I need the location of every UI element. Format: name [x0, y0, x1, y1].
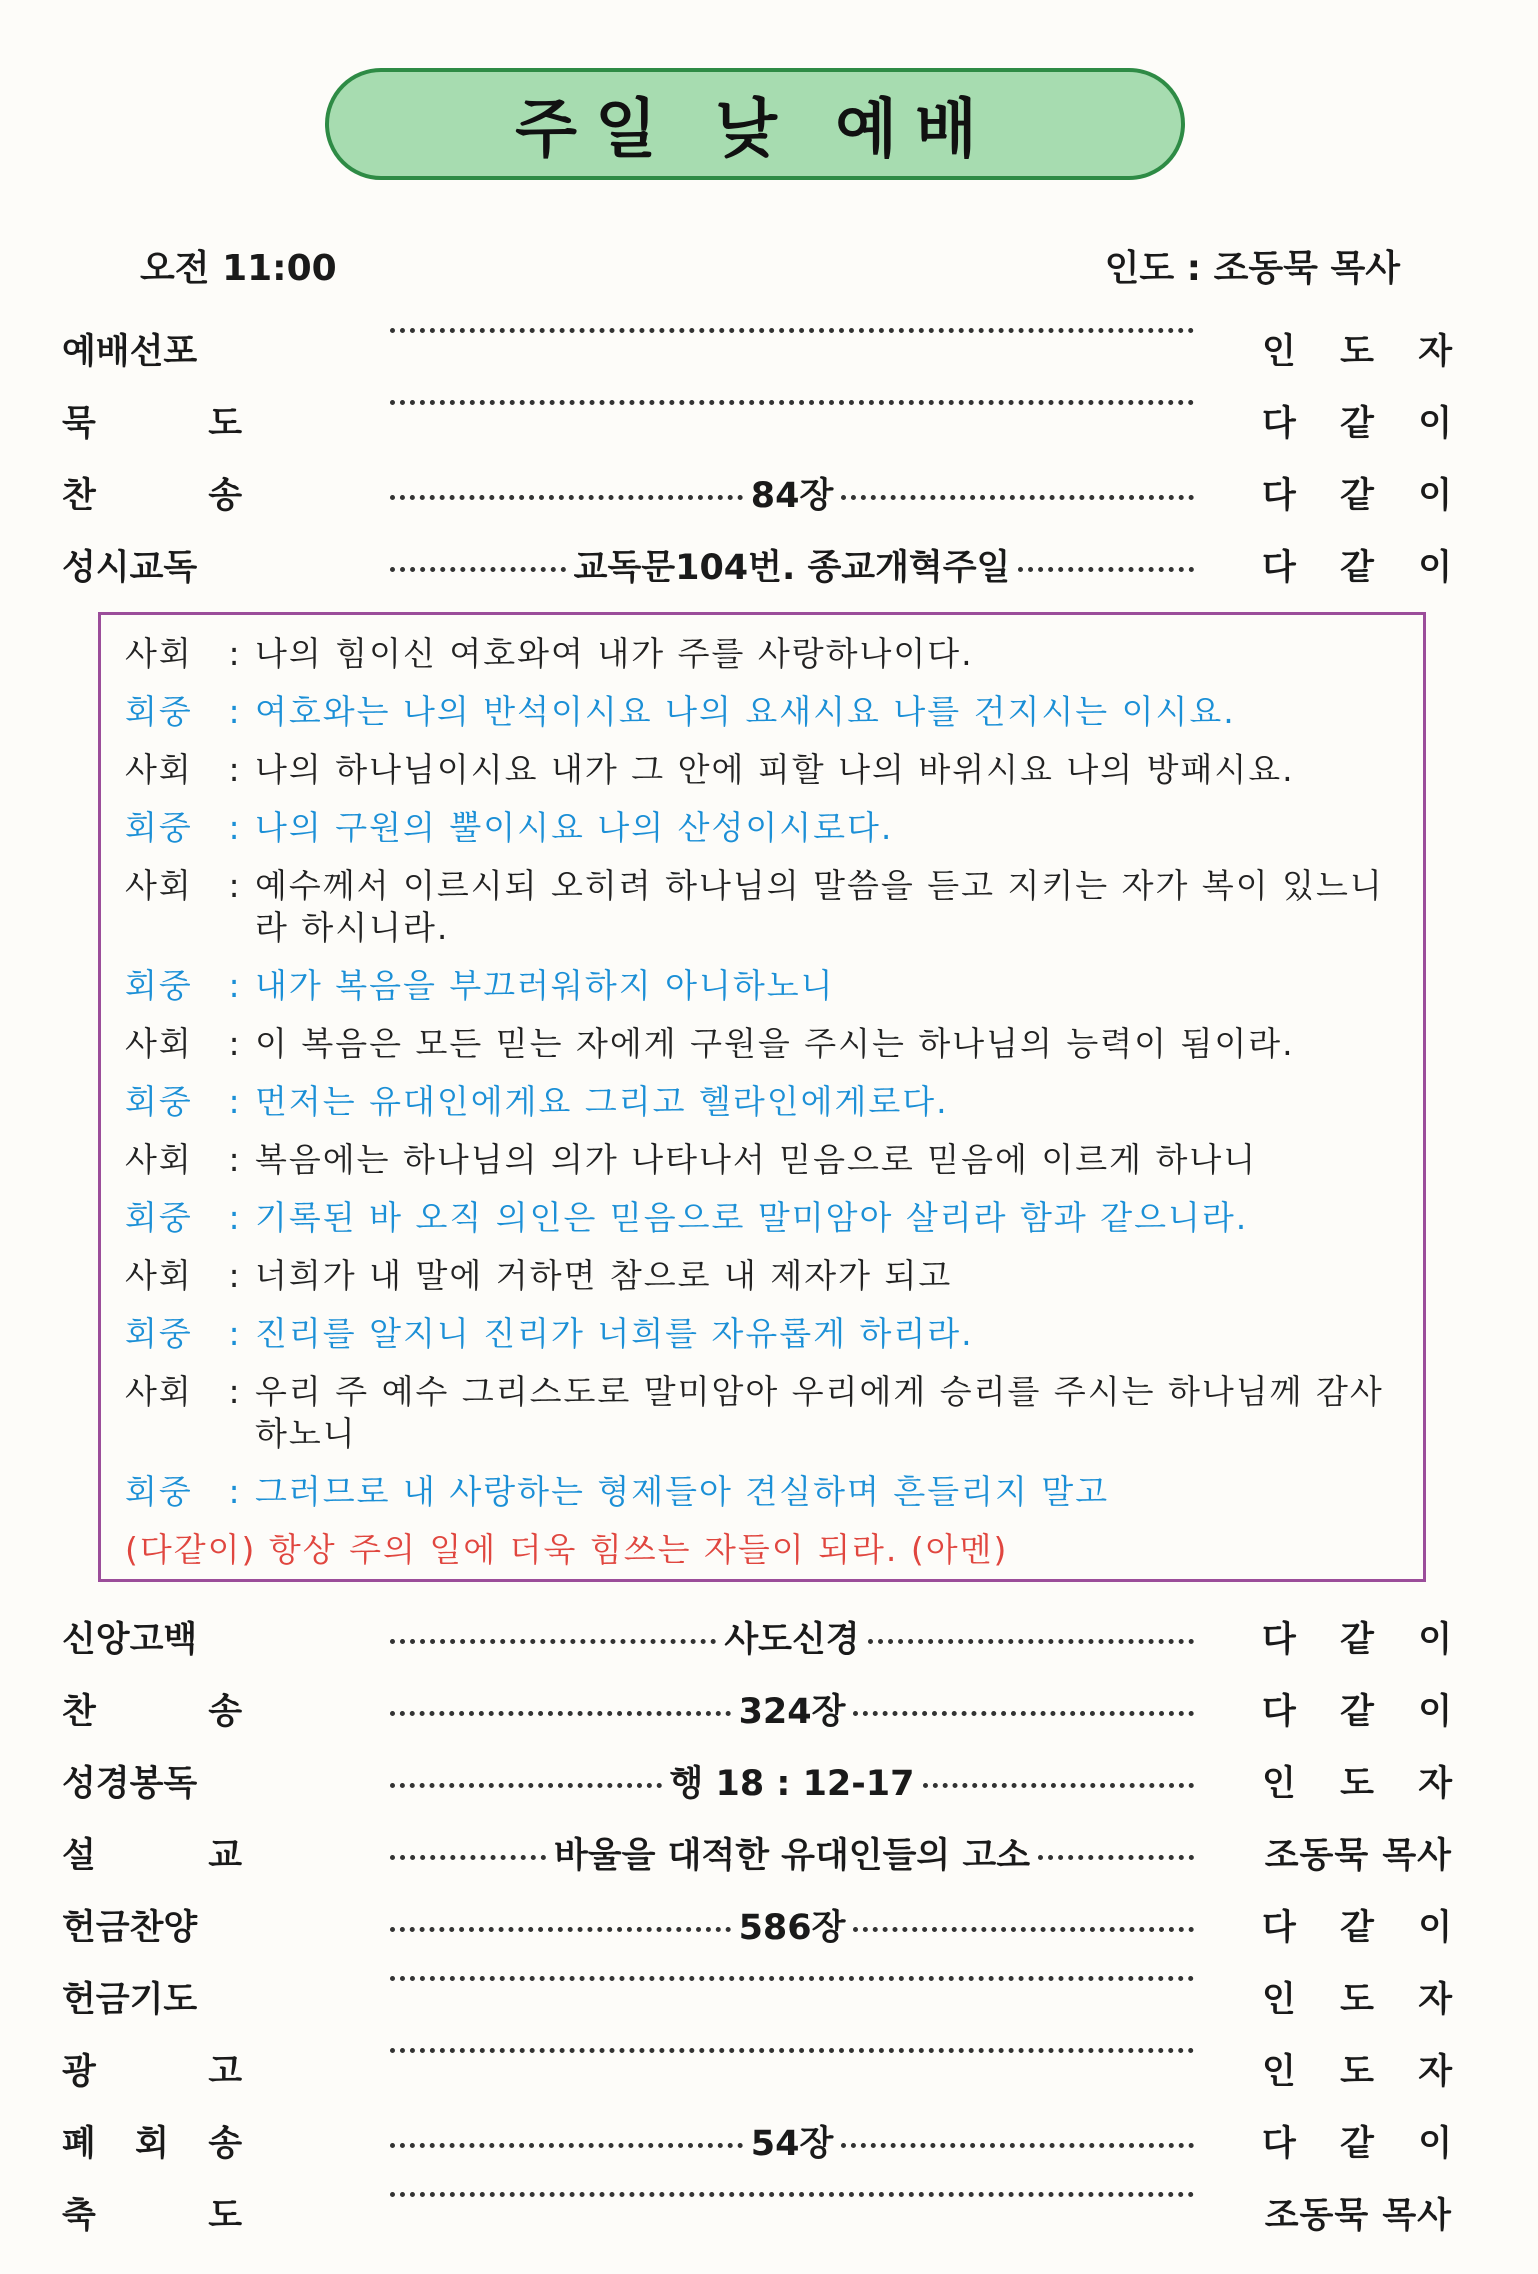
order-performer: 다 같 이: [1262, 1620, 1452, 1660]
order-performer: 다 같 이: [1262, 476, 1452, 516]
order-content: [382, 1684, 1202, 1734]
order-content: [382, 1828, 1202, 1878]
order-row: [62, 1670, 1452, 1742]
litany-line: [125, 1255, 1399, 1297]
order-content: [382, 468, 1202, 518]
order-row: [62, 1598, 1452, 1670]
order-performer: 인 도 자: [1262, 1764, 1452, 1804]
order-row: [62, 2102, 1452, 2174]
order-row: [62, 2030, 1452, 2102]
litany-text: 나의 힘이신 여호와여 내가 주를 사랑하나이다.: [255, 634, 974, 673]
order-content: [382, 1972, 1202, 1977]
litany-colon: :: [228, 808, 242, 847]
litany-speaker: 사회: [125, 866, 193, 905]
litany-speaker: 사회: [125, 1256, 193, 1295]
order-label: 헌금기도: [62, 1980, 198, 2020]
litany-colon: :: [228, 1198, 242, 1237]
litany-speaker: 사회: [125, 634, 193, 673]
litany-text: 우리 주 예수 그리스도로 말미암아 우리에게 승리를 주시는 하나님께 감사하노니: [255, 1372, 1384, 1453]
order-content-text: 586장: [738, 1908, 846, 1948]
litany-text: 그러므로 내 사랑하는 형제들아 견실하며 흔들리지 말고: [255, 1472, 1110, 1511]
order-content: [382, 396, 1202, 401]
litany-line: [125, 1313, 1399, 1355]
order-label: 축 도: [62, 2196, 242, 2236]
litany-speaker: 회중: [125, 1198, 193, 1237]
litany-speaker: 회중: [125, 1314, 193, 1353]
order-row: [62, 454, 1452, 526]
order-label: 설 교: [62, 1836, 242, 1876]
order-content: [382, 1756, 1202, 1806]
litany-text: 이 복음은 모든 믿는 자에게 구원을 주시는 하나님의 능력이 됨이라.: [255, 1024, 1295, 1063]
order-row: [62, 1958, 1452, 2030]
order-content-text: 54장: [750, 2124, 834, 2164]
litany-text: 여호와는 나의 반석이시요 나의 요새시요 나를 건지시는 이시요.: [255, 692, 1236, 731]
litany-line: [125, 1081, 1399, 1123]
order-row: [62, 2174, 1452, 2246]
order-content: [382, 2188, 1202, 2193]
order-content-text: 사도신경: [724, 1620, 860, 1660]
order-content-text: 84장: [750, 476, 834, 516]
order-content-text: 바울을 대적한 유대인들의 고소: [553, 1836, 1031, 1876]
litany-colon: :: [228, 1256, 242, 1295]
order-performer: 조동묵 목사: [1264, 2196, 1452, 2236]
litany-text: 나의 하나님이시요 내가 그 안에 피할 나의 바위시요 나의 방패시요.: [255, 750, 1295, 789]
order-content: [382, 1900, 1202, 1950]
service-header: [140, 240, 1400, 290]
litany-line: [125, 691, 1399, 733]
litany-text: 기록된 바 오직 의인은 믿음으로 말미암아 살리라 함과 같으니라.: [255, 1198, 1249, 1237]
litany-colon: :: [228, 1024, 242, 1063]
litany-line: [125, 1197, 1399, 1239]
litany-line: [125, 1371, 1399, 1455]
order-label: 광 고: [62, 2052, 242, 2092]
litany-speaker: 사회: [125, 750, 193, 789]
litany-speaker: 사회: [125, 1372, 193, 1411]
order-label: 폐 회 송: [62, 2124, 242, 2164]
order-row: [62, 382, 1452, 454]
order-label: 헌금찬양: [62, 1908, 198, 1948]
order-performer: 다 같 이: [1262, 548, 1452, 588]
order-performer: 다 같 이: [1262, 1908, 1452, 1948]
litany-text: 진리를 알지니 진리가 너희를 자유롭게 하리라.: [255, 1314, 974, 1353]
litany-line: [125, 965, 1399, 1007]
litany-closing: [125, 1529, 1399, 1571]
order-row: [62, 1886, 1452, 1958]
litany-colon: :: [228, 1314, 242, 1353]
service-time: 오전 11:00: [140, 248, 337, 289]
litany-speaker: 회중: [125, 966, 193, 1005]
order-row: [62, 1814, 1452, 1886]
service-leader: 인도 : 조동묵 목사: [1104, 248, 1400, 289]
order-performer: 다 같 이: [1262, 2124, 1452, 2164]
order-label: 예배선포: [62, 332, 198, 372]
litany-text: 먼저는 유대인에게요 그리고 헬라인에게로다.: [255, 1082, 949, 1121]
litany-text: 예수께서 이르시되 오히려 하나님의 말씀을 듣고 지키는 자가 복이 있느니라 하시니라.: [255, 866, 1384, 947]
order-content: [382, 2044, 1202, 2049]
order-performer: 인 도 자: [1262, 1980, 1452, 2020]
litany-line: [125, 1023, 1399, 1065]
order-row: [62, 310, 1452, 382]
order-content-text: 행 18 : 12-17: [669, 1764, 915, 1804]
litany-speaker: 회중: [125, 1082, 193, 1121]
order-label: 성시교독: [62, 548, 198, 588]
title-banner: [325, 68, 1185, 180]
order-of-worship-bottom: [62, 1598, 1452, 2246]
order-content: [382, 2116, 1202, 2166]
litany-text: 내가 복음을 부끄러워하지 아니하노니: [255, 966, 835, 1005]
order-content: [382, 324, 1202, 329]
litany-speaker: 회중: [125, 808, 193, 847]
order-performer: 인 도 자: [1262, 332, 1452, 372]
order-row: [62, 526, 1452, 598]
litany-colon: :: [228, 966, 242, 1005]
order-performer: 다 같 이: [1262, 404, 1452, 444]
litany-colon: :: [228, 634, 242, 673]
order-row: [62, 1742, 1452, 1814]
litany-text: 너희가 내 말에 거하면 참으로 내 제자가 되고: [255, 1256, 953, 1295]
litany-colon: :: [228, 1082, 242, 1121]
litany-speaker: 사회: [125, 1140, 193, 1179]
order-performer: 인 도 자: [1262, 2052, 1452, 2092]
litany-colon: :: [228, 1472, 242, 1511]
litany-colon: :: [228, 692, 242, 731]
order-content-text: 324장: [738, 1692, 846, 1732]
litany-speaker: 회중: [125, 1472, 193, 1511]
litany-colon: :: [228, 866, 242, 905]
order-label: 찬 송: [62, 476, 242, 516]
litany-colon: :: [228, 1140, 242, 1179]
order-performer: 조동묵 목사: [1264, 1836, 1452, 1876]
litany-text: 나의 구원의 뿔이시요 나의 산성이시로다.: [255, 808, 894, 847]
litany-text: 복음에는 하나님의 의가 나타나서 믿음으로 믿음에 이르게 하나니: [255, 1140, 1258, 1179]
litany-colon: :: [228, 750, 242, 789]
litany-speaker: 회중: [125, 692, 193, 731]
order-content-text: 교독문104번. 종교개혁주일: [573, 548, 1011, 588]
litany-line: [125, 1139, 1399, 1181]
litany-closing-text: (다같이) 항상 주의 일에 더욱 힘쓰는 자들이 되라. (아멘): [125, 1530, 1009, 1569]
litany-line: [125, 807, 1399, 849]
litany-line: [125, 865, 1399, 949]
order-content: [382, 540, 1202, 590]
litany-line: [125, 749, 1399, 791]
order-of-worship-top: [62, 310, 1452, 598]
litany-line: [125, 1471, 1399, 1513]
order-label: 묵 도: [62, 404, 242, 444]
order-performer: 다 같 이: [1262, 1692, 1452, 1732]
litany-speaker: 사회: [125, 1024, 193, 1063]
order-label: 찬 송: [62, 1692, 242, 1732]
order-content: [382, 1612, 1202, 1662]
page-title: 주일 낮 예배: [515, 93, 995, 167]
order-label: 성경봉독: [62, 1764, 198, 1804]
responsive-reading-box: [98, 612, 1426, 1582]
litany-line: [125, 633, 1399, 675]
order-label: 신앙고백: [62, 1620, 198, 1660]
litany-colon: :: [228, 1372, 242, 1411]
